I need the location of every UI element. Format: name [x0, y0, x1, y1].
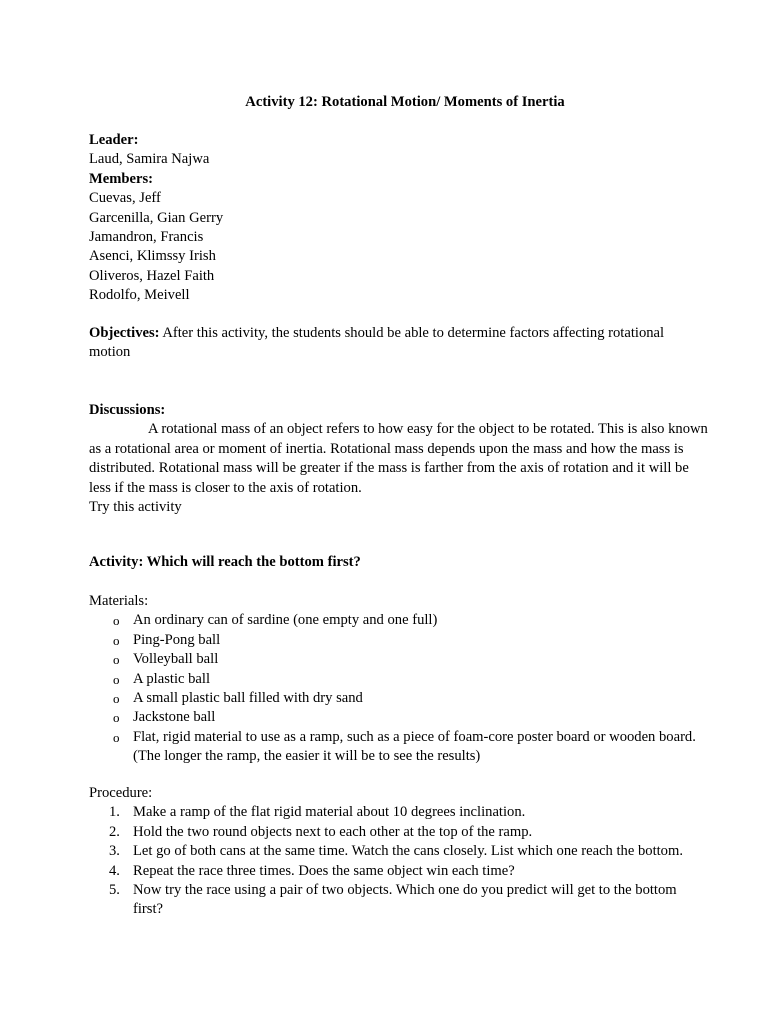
- list-item: [89, 728, 721, 767]
- materials-label: Materials:: [89, 593, 149, 609]
- list-item: [89, 708, 721, 727]
- procedure-section: [89, 784, 721, 920]
- objectives-section: [89, 324, 721, 363]
- objectives-text: After this activity, the students should be able to determine factors affecting rotational: [159, 325, 665, 341]
- material-text: An ordinary can of sardine (one empty and one full): [133, 612, 438, 629]
- bullet-marker: o: [113, 652, 120, 668]
- member-name: Rodolfo, Meivell: [89, 287, 190, 304]
- list-item: [89, 862, 721, 881]
- discussions-label: Discussions:: [89, 402, 166, 418]
- material-text-cont: (The longer the ramp, the easier it will be to see the results): [133, 748, 481, 765]
- discussion-line: as a rotational area or moment of inertia. Rotational mass depends upon the mass and how the mass is: [89, 440, 684, 457]
- try-text: Try this activity: [89, 498, 182, 515]
- material-text: Jackstone ball: [133, 709, 216, 726]
- objectives-label: Objectives:: [89, 325, 160, 341]
- page-title: Activity 12: Rotational Motion/ Moments of Inertia: [245, 94, 565, 110]
- list-item: [89, 631, 721, 650]
- step-text: Make a ramp of the flat rigid material about 10 degrees inclination.: [133, 804, 526, 821]
- member-name: Oliveros, Hazel Faith: [89, 267, 215, 284]
- activity-heading: Activity: Which will reach the bottom first?: [89, 554, 361, 570]
- material-text: A small plastic ball filled with dry sand: [133, 690, 363, 707]
- step-text: Hold the two round objects next to each other at the top of the ramp.: [133, 823, 533, 840]
- step-number: 2.: [109, 823, 120, 840]
- list-item: [89, 650, 721, 669]
- discussion-line: distributed. Rotational mass will be greater if the mass is farther from the axis of rotation and it will be: [89, 460, 689, 477]
- discussion-line: less if the mass is closer to the axis of rotation.: [89, 479, 362, 496]
- bullet-marker: o: [113, 671, 120, 687]
- member-name: Cuevas, Jeff: [89, 190, 161, 207]
- bullet-marker: o: [113, 613, 120, 629]
- group-section: [89, 131, 721, 306]
- bullet-marker: o: [113, 632, 120, 648]
- member-name: Jamandron, Francis: [89, 228, 204, 245]
- step-text: Let go of both cans at the same time. Watch the cans closely. List which one reach the bottom.: [133, 843, 683, 860]
- material-text: Flat, rigid material to use as a ramp, such as a piece of foam-core poster board or wooden board.: [133, 728, 696, 745]
- step-text-cont: first?: [133, 901, 163, 918]
- step-number: 1.: [109, 804, 120, 821]
- discussion-line: A rotational mass of an object refers to how easy for the object to be rotated. This is also known: [148, 421, 708, 438]
- material-text: Ping-Pong ball: [133, 631, 221, 648]
- procedure-list: [89, 803, 721, 919]
- objectives-text-cont: motion: [89, 344, 131, 361]
- step-text: Now try the race using a pair of two objects. Which one do you predict will get to the bottom: [133, 882, 677, 899]
- list-item: [89, 881, 721, 920]
- member-name: Garcenilla, Gian Gerry: [89, 209, 224, 226]
- materials-section: [89, 592, 721, 767]
- list-item: [89, 689, 721, 708]
- step-number: 5.: [109, 882, 120, 899]
- list-item: [89, 823, 721, 842]
- discussions-section: [89, 401, 721, 517]
- step-number: 4.: [109, 862, 120, 879]
- material-text: Volleyball ball: [133, 651, 219, 668]
- bullet-marker: o: [113, 729, 120, 745]
- bullet-marker: o: [113, 691, 120, 707]
- leader-label: Leader:: [89, 132, 139, 148]
- list-item: [89, 670, 721, 689]
- material-text: A plastic ball: [133, 670, 211, 687]
- members-label: Members:: [89, 170, 154, 187]
- procedure-label: Procedure:: [89, 785, 153, 801]
- materials-list: [89, 611, 721, 766]
- activity-section: [89, 553, 721, 572]
- member-name: Asenci, Klimssy Irish: [89, 248, 216, 265]
- list-item: [89, 611, 721, 630]
- list-item: [89, 842, 721, 861]
- list-item: [89, 803, 721, 822]
- step-number: 3.: [109, 843, 120, 860]
- step-text: Repeat the race three times. Does the same object win each time?: [133, 862, 515, 879]
- leader-name: Laud, Samira Najwa: [89, 151, 210, 168]
- bullet-marker: o: [113, 710, 120, 726]
